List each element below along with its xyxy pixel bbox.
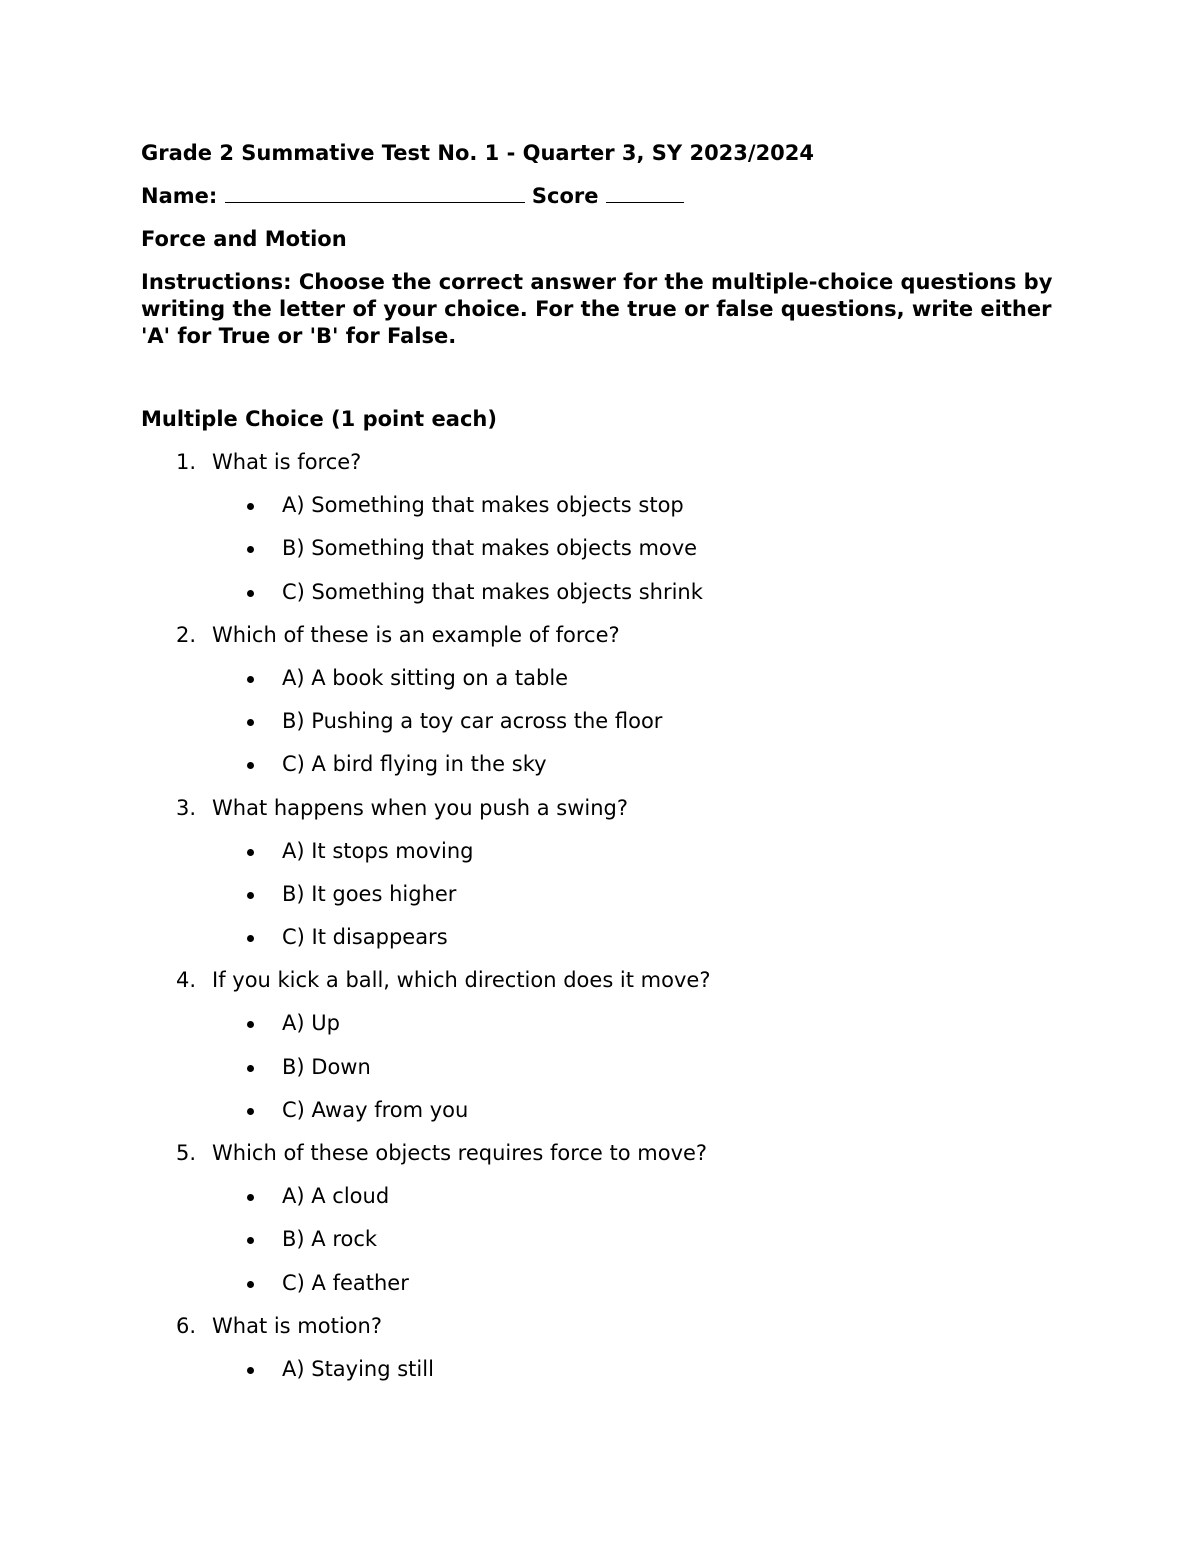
answer-option [141,924,1061,950]
option-text: C) A bird flying in the sky [282,752,547,777]
answer-option [141,1097,1061,1123]
option-text: A) Something that makes objects stop [282,493,684,518]
answer-option [141,881,1061,907]
option-text: B) Pushing a toy car across the floor [282,709,663,734]
bullet-icon [247,1108,254,1115]
answer-option [141,492,1061,518]
bullet-icon [247,719,254,726]
answer-option [141,751,1061,777]
question-text: What happens when you push a swing? [212,795,629,820]
score-label: Score [531,184,599,208]
answer-option [141,1054,1061,1080]
question-text: If you kick a ball, which direction does it move? [212,968,711,993]
bullet-icon [247,1237,254,1244]
answer-option [141,535,1061,561]
answer-option [141,708,1061,734]
question-item [141,1140,1061,1166]
answer-option [141,1270,1061,1296]
subject-heading: Force and Motion [141,227,347,251]
question-item [141,795,1061,821]
question-item [141,449,1061,475]
option-text: A) A book sitting on a table [282,665,569,690]
question-number: 4. [176,968,197,993]
bullet-icon [247,892,254,899]
bullet-icon [247,849,254,856]
option-text: A) A cloud [282,1184,390,1209]
score-blank[interactable] [606,184,684,203]
question-text: Which of these objects requires force to move? [212,1141,708,1165]
question-list [141,449,1061,1382]
option-text: B) A rock [282,1227,378,1252]
name-blank[interactable] [225,184,525,203]
option-text: A) Up [282,1011,340,1036]
bullet-icon [247,935,254,942]
bullet-icon [247,1065,254,1072]
bullet-icon [247,762,254,769]
question-item [141,1313,1061,1339]
question-text: Which of these is an example of force? [212,622,620,647]
option-text: A) It stops moving [282,838,474,863]
bullet-icon [247,1021,254,1028]
option-text: B) Down [282,1054,371,1079]
option-text: B) Something that makes objects move [282,536,698,561]
instructions-paragraph: Instructions: Choose the correct answer for the multiple-choice questions by writing the letter of your choice. For the true or false questions, write either 'A' for True or 'B' for False. [141,270,1053,348]
bullet-icon [247,1194,254,1201]
question-text: What is force? [212,450,362,474]
bullet-icon [247,1367,254,1374]
option-text: C) Away from you [282,1097,469,1122]
answer-option [141,665,1061,691]
question-item [141,967,1061,993]
answer-option [141,1356,1061,1382]
document-page [141,140,1061,1399]
name-score-line [141,183,1061,209]
name-label: Name: [141,184,218,208]
question-text: What is motion? [212,1313,382,1338]
option-text: C) A feather [282,1270,409,1295]
option-text: B) It goes higher [282,881,457,906]
question-number: 1. [176,450,197,474]
document-title: Grade 2 Summative Test No. 1 - Quarter 3, SY 2023/2024 [141,141,815,165]
answer-option [141,1226,1061,1252]
option-text: C) Something that makes objects shrink [282,579,703,604]
answer-option [141,838,1061,864]
option-text: A) Staying still [282,1356,434,1381]
question-number: 5. [176,1141,197,1165]
question-number: 6. [176,1313,197,1338]
answer-option [141,1183,1061,1209]
question-number: 2. [176,622,197,647]
answer-option [141,579,1061,605]
bullet-icon [247,503,254,510]
bullet-icon [247,1281,254,1288]
question-number: 3. [176,795,197,820]
bullet-icon [247,676,254,683]
bullet-icon [247,546,254,553]
section-title: Multiple Choice (1 point each) [141,407,497,431]
option-text: C) It disappears [282,925,448,950]
bullet-icon [247,590,254,597]
answer-option [141,1010,1061,1036]
question-item [141,622,1061,648]
